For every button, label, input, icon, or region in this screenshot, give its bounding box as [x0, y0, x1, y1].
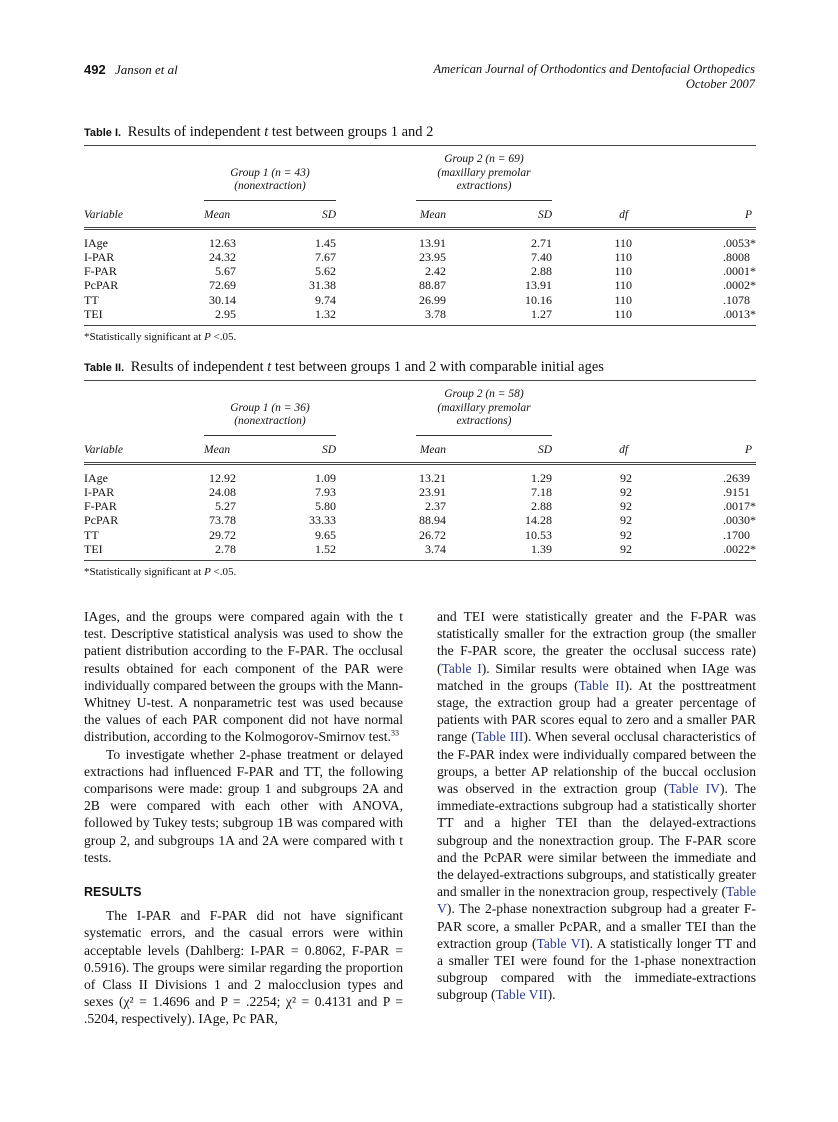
table-cell: 92 — [620, 499, 633, 514]
group-header-line: Group 2 (n = 58) — [444, 388, 524, 400]
table-cell: 5.27 — [215, 499, 236, 514]
running-header-right — [434, 62, 756, 92]
table-cell: 92 — [620, 513, 633, 528]
table-cell: 7.93 — [315, 484, 336, 499]
table-cell: I-PAR — [84, 484, 115, 499]
caption-text: test between groups 1 and 2 with comparable initial ages — [271, 359, 604, 375]
table-cell: 26.72 — [419, 527, 446, 542]
journal-issue: October 2007 — [685, 77, 755, 91]
table-1 — [84, 124, 756, 343]
paragraph: To investigate whether 2-phase treatment or delayed extractions had influenced F-PAR and TT, the following comparisons were made: group 1 and subgroups 2A and 2B were compared with each other with ANOVA, followed by Tukey tests; subgroup 1B was compared with group 2, and subgroups 1A and 2A were compared with t tests. — [84, 746, 403, 865]
group-2-header — [416, 388, 552, 436]
running-header-left — [84, 62, 178, 78]
table-cell: 2.95 — [204, 307, 236, 326]
paragraph — [437, 608, 756, 1004]
table-cell: 3.78 — [336, 307, 446, 326]
footnote-text: *Statistically significant at — [84, 331, 205, 344]
col-header: P — [640, 201, 756, 229]
table-cell: 72.69 — [209, 278, 236, 293]
footnote-text: <.05. — [210, 566, 237, 579]
table-cell: 110 — [614, 292, 633, 307]
table-cell: PcPAR — [84, 513, 119, 528]
footnote-text: <.05. — [210, 331, 237, 344]
table-row — [84, 293, 756, 307]
table-cell: 92 — [620, 470, 633, 485]
group-header-line: (nonextraction) — [234, 180, 306, 192]
caption-text: test between groups 1 and 2 — [268, 124, 434, 140]
table-row — [84, 250, 756, 264]
table-cell: 12.63 — [209, 235, 236, 250]
table-reference-link[interactable]: Table II — [578, 677, 625, 693]
citation: 33 — [390, 728, 399, 738]
group-header-line: Group 1 (n = 43) — [230, 166, 310, 179]
table-cell: TT — [84, 292, 99, 307]
table-reference-link[interactable]: Table V — [437, 884, 756, 917]
table-row — [84, 528, 756, 542]
table-cell: 1.29 — [531, 470, 553, 485]
right-column — [437, 608, 756, 1004]
table-cell: 24.08 — [209, 484, 236, 499]
paragraph-text: and TEI were statistically greater and the F-PAR was statistically smaller for the extraction group (the smaller the F-PAR score, the greater the occlusal success rate) ( — [437, 609, 756, 676]
table-cell: .9151 — [723, 484, 751, 499]
paragraph-text: ). At the posttreatment stage, the extraction group had a greater percentage of patients with PAR scores equal to zero and a smaller PAR range ( — [437, 677, 756, 745]
table-cell: I-PAR — [84, 249, 115, 264]
table-row — [84, 542, 756, 561]
table-cell: 12.92 — [209, 470, 236, 485]
table-cell: 110 — [614, 235, 633, 250]
group-2-header — [416, 153, 552, 201]
table-cell: .1078 — [723, 292, 751, 307]
table-cell: .0022* — [640, 542, 756, 561]
group-header-line: Group 1 (n = 36) — [230, 401, 310, 414]
table-cell: 110 — [552, 307, 640, 326]
paragraph-text: ). A statistically longer TT and a smaller TEI were found for the 1-phase nonextraction subgroup compared with the immediate-extractions subgroup ( — [437, 935, 757, 1003]
table-cell: 2.78 — [204, 542, 236, 561]
table-cell: .0017* — [723, 499, 757, 514]
table-cell: 13.91 — [525, 278, 553, 293]
table-cell: TEI — [84, 307, 204, 326]
table-cell: 3.74 — [336, 542, 446, 561]
caption-text: t — [264, 124, 269, 140]
table-cell: 2.42 — [425, 264, 446, 279]
table-cell: .0053* — [723, 235, 757, 250]
table-cell: 23.95 — [419, 249, 446, 264]
table-cell: .0002* — [723, 278, 757, 293]
table-cell: 110 — [614, 264, 633, 279]
table-cell: 9.65 — [315, 527, 336, 542]
table-cell: 2.37 — [425, 499, 446, 514]
group-1-header — [204, 167, 336, 201]
table-cell: 110 — [614, 278, 633, 293]
table-cell: F-PAR — [84, 499, 117, 514]
table-row — [84, 307, 756, 326]
table-row — [84, 278, 756, 292]
table-cell: 26.99 — [419, 292, 446, 307]
col-header: Variable — [84, 201, 204, 229]
group-header-line: extractions) — [456, 415, 512, 427]
table-cell: 5.80 — [315, 499, 336, 514]
table-cell: 13.91 — [419, 235, 446, 250]
paragraph — [84, 608, 403, 746]
table-cell: .0001* — [723, 264, 757, 279]
table-cell: 30.14 — [209, 292, 236, 307]
table-cell: .8008 — [723, 249, 751, 264]
col-header: SD — [446, 436, 552, 464]
results-table — [84, 146, 756, 326]
table-cell: IAge — [84, 470, 108, 485]
table-reference-link[interactable]: Table IV — [668, 781, 720, 797]
caption-text: Results of independent — [127, 124, 265, 140]
paragraph-text: IAges, and the groups were compared again with the t test. Descriptive statistical analysis was used to show the patient distribution according to the F-PAR. The occlusal results obtained for each component of the PAR were individually compared between the groups with the Mann-Whitney U-test. A nonparametric test was used because the values of each PAR component did not have normal distribution, according to the Kolmogorov-Smirnov test. — [84, 609, 403, 745]
col-header: Mean — [204, 201, 236, 229]
table-footnote — [84, 566, 756, 578]
group-1-header — [204, 402, 336, 436]
col-header: SD — [236, 201, 336, 229]
table-cell: 10.53 — [525, 527, 553, 542]
paragraph-text: ). The immediate-extractions subgroup had a statistically shorter TT and a higher TEI than the delayed-extractions subgroup and the nonextraction group. The F-PAR score and the PcPAR were similar between the immediate and the delayed-extractions subgroups, and statistically greater and smaller in the nonextracion group, respectively ( — [437, 781, 756, 900]
table-cell: PcPAR — [84, 278, 119, 293]
col-header: df — [552, 201, 640, 229]
table-cell: 24.32 — [209, 249, 236, 264]
table-caption — [84, 124, 756, 146]
col-header: df — [552, 436, 640, 464]
table-cell: 92 — [620, 484, 633, 499]
col-header: Variable — [84, 436, 204, 464]
col-header: Mean — [336, 436, 446, 464]
table-cell: 73.78 — [209, 513, 236, 528]
table-cell: 1.52 — [236, 542, 336, 561]
table-cell: 7.18 — [531, 484, 553, 499]
table-cell: 1.27 — [446, 307, 552, 326]
table-row — [84, 463, 756, 485]
table-cell: IAge — [84, 235, 108, 250]
table-cell: 10.16 — [525, 292, 553, 307]
table-cell: TEI — [84, 542, 204, 561]
caption-text: Results of independent — [130, 359, 268, 375]
table-cell: 1.09 — [315, 470, 336, 485]
table-cell: 1.39 — [446, 542, 552, 561]
table-cell: 33.33 — [309, 513, 336, 528]
running-authors: Janson et al — [114, 62, 178, 77]
table-cell: .1700 — [723, 527, 751, 542]
section-heading-results: RESULTS — [84, 885, 142, 900]
table-cell: 9.74 — [315, 292, 336, 307]
table-reference-link[interactable]: Table III — [475, 729, 524, 745]
group-header-line: (maxillary premolar — [437, 401, 531, 414]
footnote-text: *Statistically significant at — [84, 566, 205, 579]
col-header: SD — [446, 201, 552, 229]
table-row — [84, 228, 756, 250]
paragraph-text: ). Similar results were obtained when IAge was matched in the groups ( — [437, 660, 756, 693]
table-cell: 1.32 — [236, 307, 336, 326]
table-cell: 7.67 — [315, 249, 336, 264]
group-header-line: (nonextraction) — [234, 415, 306, 427]
table-cell: 23.91 — [419, 484, 446, 499]
table-label: Table I. — [84, 127, 122, 139]
col-header: SD — [236, 436, 336, 464]
table-cell: 7.40 — [531, 249, 553, 264]
paragraph-text: ). — [547, 987, 556, 1003]
paragraph: The I-PAR and F-PAR did not have significant systematic errors, and the casual errors were within acceptable levels (Dahlberg: I-PAR = 0.8062, F-PAR = 0.5916). The groups were similar regarding the proportion of Class II Divisions 1 and 2 malocclusion types and sexes (χ² = 1.4696 and P = .2254; χ² = 0.4131 and P = .5204, respectively). IAge, Pc PAR, — [84, 908, 403, 1027]
col-header: Mean — [204, 436, 236, 464]
col-header: Mean — [336, 201, 446, 229]
table-cell: 5.67 — [215, 264, 236, 279]
paragraph-text: ). When several occlusal characteristics of the F-PAR index were individually compared between the groups, a better AP relationship of the buccal occlusion was observed in the extraction group ( — [437, 729, 756, 797]
footnote-text: P — [204, 566, 211, 579]
table-row — [84, 499, 756, 513]
table-cell: .0030* — [723, 513, 757, 528]
table-reference-link[interactable]: Table VI — [536, 935, 586, 951]
table-cell: .0013* — [640, 307, 756, 326]
group-header-line: (maxillary premolar — [437, 166, 531, 179]
table-cell: .2639 — [723, 470, 751, 485]
table-caption — [84, 359, 756, 381]
table-row — [84, 513, 756, 527]
journal-name: American Journal of Orthodontics and Dentofacial Orthopedics — [433, 62, 755, 76]
table-cell: 88.94 — [419, 513, 446, 528]
table-reference-link[interactable]: Table I — [441, 660, 482, 676]
table-cell: F-PAR — [84, 264, 117, 279]
table-2 — [84, 359, 756, 578]
table-row — [84, 485, 756, 499]
table-cell: TT — [84, 527, 99, 542]
table-cell: 1.45 — [315, 235, 336, 250]
table-cell: 13.21 — [419, 470, 446, 485]
table-cell: 5.62 — [315, 264, 336, 279]
table-cell: 92 — [552, 542, 640, 561]
group-header-line: extractions) — [456, 180, 512, 192]
table-cell: 14.28 — [525, 513, 553, 528]
caption-text: t — [267, 359, 272, 375]
results-table — [84, 381, 756, 561]
page-number: 492 — [84, 62, 106, 77]
table-cell: 2.71 — [531, 235, 553, 250]
table-cell: 31.38 — [309, 278, 336, 293]
table-cell: 29.72 — [209, 527, 236, 542]
group-header-line: Group 2 (n = 69) — [444, 153, 524, 165]
table-cell: 92 — [620, 527, 633, 542]
table-cell: 2.88 — [531, 264, 553, 279]
table-reference-link[interactable]: Table VII — [495, 987, 548, 1003]
col-header: P — [640, 436, 756, 464]
table-cell: 2.88 — [531, 499, 553, 514]
paragraph-text: ). The 2-phase nonextraction subgroup had a greater F-PAR score, a smaller PcPAR, and a smaller TEI than the extraction group ( — [437, 901, 756, 951]
left-column — [84, 608, 403, 1028]
table-cell: 110 — [614, 249, 633, 264]
table-footnote — [84, 331, 756, 343]
table-label: Table II. — [84, 362, 125, 374]
table-cell: 88.87 — [419, 278, 446, 293]
footnote-text: P — [204, 331, 211, 344]
table-row — [84, 264, 756, 278]
